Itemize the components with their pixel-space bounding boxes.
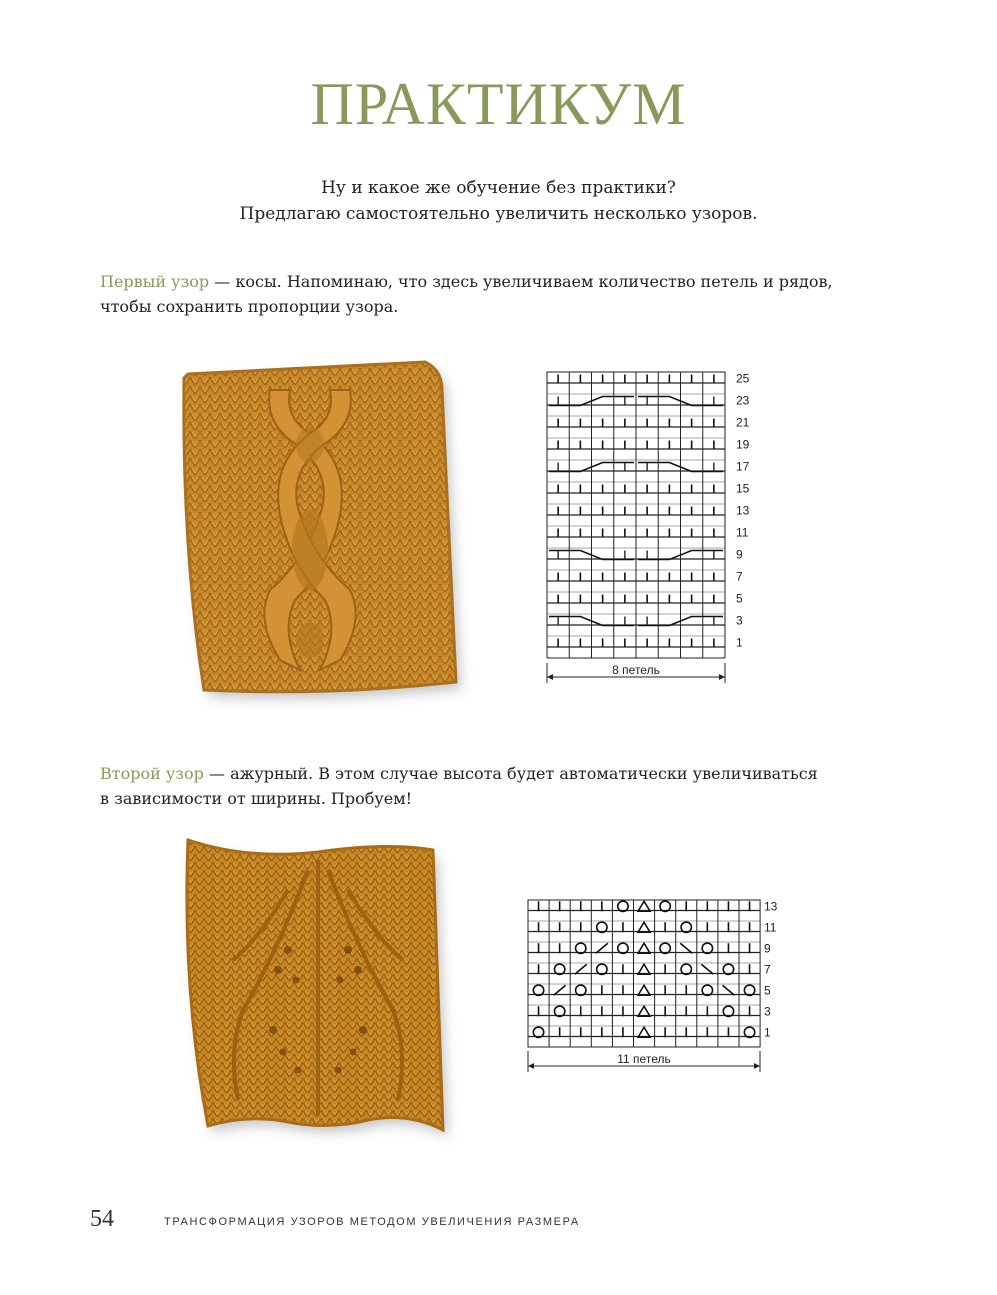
cable-chart <box>540 365 780 695</box>
cable-chart-row-label: 5 <box>736 591 743 606</box>
cable-chart-row-label: 3 <box>736 613 743 628</box>
left-decrease-symbol <box>722 985 734 995</box>
running-footer-title: ТРАНСФОРМАЦИЯ УЗОРОВ МЕТОДОМ УВЕЛИЧЕНИЯ РАЗМЕРА <box>164 1216 580 1228</box>
lace-chart-row-label: 9 <box>764 941 771 956</box>
pattern2-lead: Второй узор <box>100 764 204 783</box>
pattern1-text-2: чтобы сохранить пропорции узора. <box>100 297 399 316</box>
pattern1-text-1: — косы. Напоминаю, что здесь увеличиваем количество петель и рядов, <box>209 272 833 291</box>
lace-chart-row-label: 13 <box>764 899 778 914</box>
right-decrease-symbol <box>554 985 566 995</box>
right-decrease-symbol <box>596 943 608 953</box>
double-decrease-symbol <box>638 943 650 953</box>
lace-chart-row-label: 3 <box>764 1004 771 1019</box>
lace-chart-row-label: 11 <box>764 920 777 935</box>
cable-chart-row-label: 13 <box>736 503 750 518</box>
cable-chart-row-label: 15 <box>736 481 750 496</box>
lace-swatch-photo <box>168 830 478 1150</box>
left-decrease-symbol <box>680 943 692 953</box>
double-decrease-symbol <box>638 985 650 995</box>
cable-chart-row-label: 9 <box>736 547 743 562</box>
pattern2-text-1: — ажурный. В этом случае высота будет автоматически увеличиваться <box>203 764 818 783</box>
double-decrease-symbol <box>638 922 650 932</box>
left-decrease-symbol <box>701 964 713 974</box>
page-number: 54 <box>90 1206 114 1232</box>
cable-chart-row-label: 17 <box>736 459 750 474</box>
lace-chart-row-label: 7 <box>764 962 771 977</box>
double-decrease-symbol <box>638 1027 650 1037</box>
pattern1-lead: Первый узор <box>100 272 210 291</box>
cable-chart-row-labels <box>736 372 750 650</box>
lace-chart <box>520 893 800 1083</box>
double-decrease-symbol <box>638 964 650 974</box>
pattern1-description <box>100 269 900 319</box>
page-title: ПРАКТИКУМ <box>310 71 687 137</box>
cable-chart-row-label: 1 <box>736 635 743 650</box>
pattern2-description <box>100 761 900 811</box>
intro-line-1: Ну и какое же обучение без практики? <box>321 178 676 198</box>
right-decrease-symbol <box>575 964 587 974</box>
double-decrease-symbol <box>638 901 650 911</box>
cable-chart-row-label: 7 <box>736 569 743 584</box>
cable-swatch-photo <box>170 350 480 710</box>
cable-chart-row-label: 25 <box>736 371 750 386</box>
intro-line-2: Предлагаю самостоятельно увеличить несколько узоров. <box>239 204 758 224</box>
cable-chart-width-label: 8 петель <box>612 663 660 677</box>
pattern2-text-2: в зависимости от ширины. Пробуем! <box>100 789 413 808</box>
cable-chart-row-label: 23 <box>736 393 750 408</box>
cable-chart-row-label: 19 <box>736 437 750 452</box>
lace-chart-row-labels <box>764 899 778 1039</box>
cable-chart-grid <box>547 372 725 658</box>
cable-chart-row-label: 11 <box>736 525 749 540</box>
lace-chart-symbols <box>533 901 754 1037</box>
lace-chart-width-label: 11 петель <box>617 1052 671 1066</box>
cable-chart-row-label: 21 <box>736 415 750 430</box>
double-decrease-symbol <box>638 1006 650 1016</box>
lace-chart-row-label: 1 <box>764 1025 771 1040</box>
lace-chart-row-label: 5 <box>764 983 771 998</box>
intro-text <box>0 175 997 227</box>
